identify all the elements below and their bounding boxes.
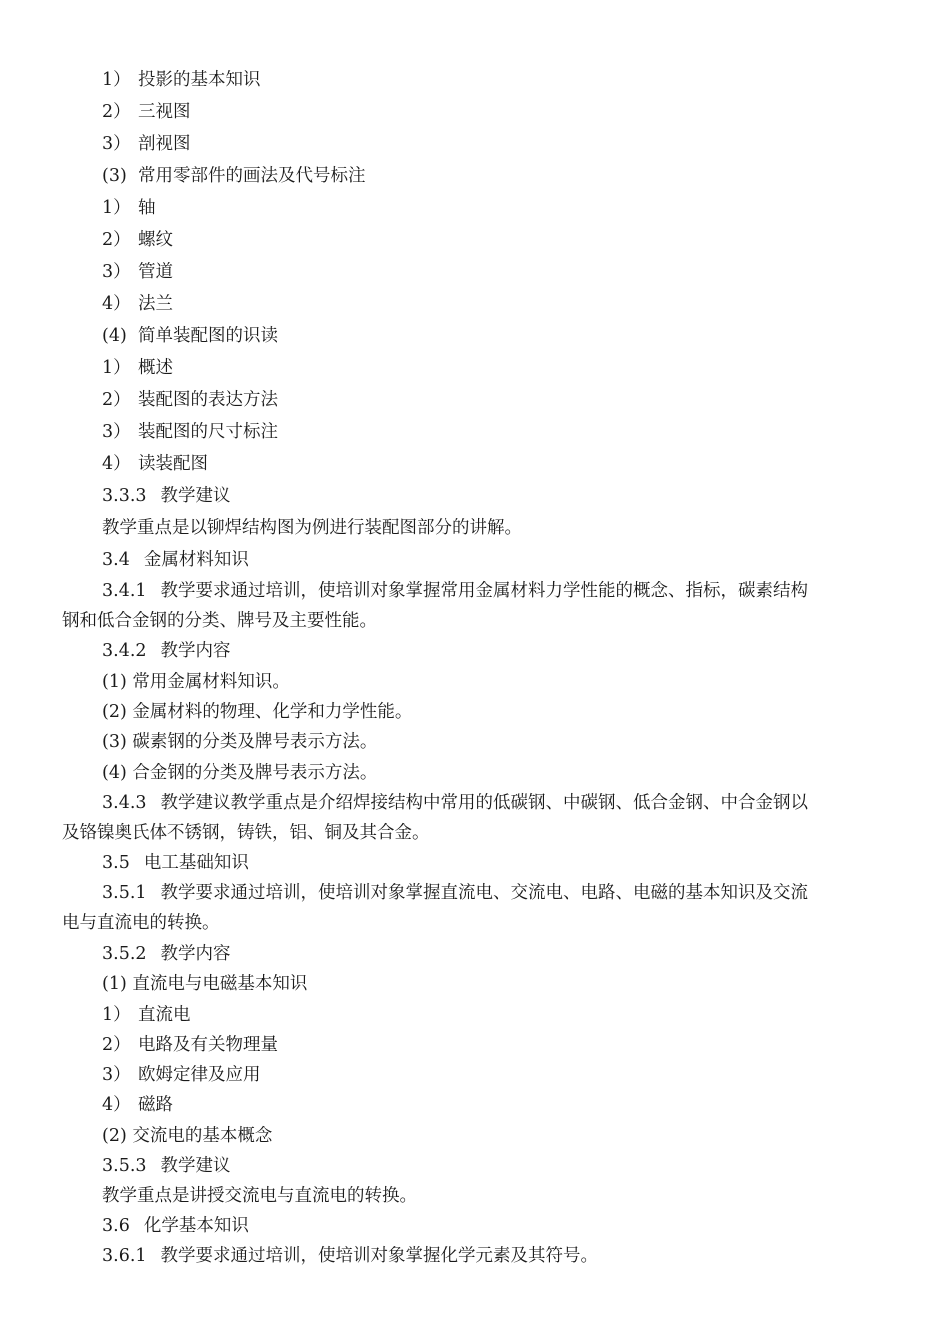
item-number: 3） <box>102 1065 131 1085</box>
item-text: 装配图的表达方法 <box>138 390 278 410</box>
item-text: 读装配图 <box>138 454 208 474</box>
item-text: 投影的基本知识 <box>138 70 261 90</box>
paragraph-text: 教学建议教学重点是介绍焊接结构中常用的低碳钢、中碳钢、低合金钢、中合金钢以 <box>160 793 809 813</box>
list-item <box>102 229 173 251</box>
list-item <box>102 1094 173 1116</box>
item-number: (4) <box>102 326 127 346</box>
paragraph-text: 钢和低合金钢的分类、牌号及主要性能。 <box>62 611 377 631</box>
list-item <box>102 197 156 219</box>
section-title: 金属材料知识 <box>143 550 249 570</box>
item-number: (3) <box>102 166 127 186</box>
item-number: 4） <box>102 1095 131 1115</box>
section-number: 3.3.3 <box>102 486 147 506</box>
list-item <box>102 731 377 753</box>
item-text: 装配图的尺寸标注 <box>138 422 278 442</box>
item-text: 管道 <box>138 262 173 282</box>
item-number: 4） <box>102 294 131 314</box>
section-title: 教学建议 <box>160 1156 231 1176</box>
item-text: 磁路 <box>138 1095 173 1115</box>
item-text: 直流电 <box>138 1005 191 1025</box>
section-number: 3.6 <box>102 1216 130 1236</box>
section-heading <box>102 1215 249 1237</box>
paragraph-continuation <box>62 912 220 934</box>
paragraph-text: 教学要求通过培训，使培训对象掌握直流电、交流电、电路、电磁的基本知识及交流 <box>160 883 809 903</box>
paragraph <box>102 1185 417 1207</box>
item-text: 剖视图 <box>138 134 191 154</box>
section-heading <box>102 852 249 874</box>
item-number: (3) <box>102 732 127 752</box>
item-number: 2） <box>102 102 131 122</box>
item-text: 法兰 <box>138 294 173 314</box>
item-number: (2) <box>102 1126 127 1146</box>
section-number: 3.5.3 <box>102 1156 147 1176</box>
list-item <box>102 1125 272 1147</box>
item-text: 三视图 <box>138 102 191 122</box>
paragraph-text: 及铬镍奥氏体不锈钢，铸铁，铝、铜及其合金。 <box>62 823 430 843</box>
section-number: 3.5 <box>102 853 130 873</box>
item-text: 常用零部件的画法及代号标注 <box>138 166 366 186</box>
item-text: 电路及有关物理量 <box>138 1035 278 1055</box>
paragraph-text: 教学要求通过培训，使培训对象掌握化学元素及其符号。 <box>160 1246 599 1266</box>
paragraph-text: 电与直流电的转换。 <box>62 913 220 933</box>
item-number: 3） <box>102 262 131 282</box>
section-number: 3.4 <box>102 550 130 570</box>
item-number: 1） <box>102 70 131 90</box>
list-item <box>102 293 173 315</box>
paragraph <box>102 792 808 814</box>
paragraph <box>102 580 808 602</box>
list-item <box>102 453 208 475</box>
paragraph-continuation <box>62 822 430 844</box>
item-text: 欧姆定律及应用 <box>138 1065 261 1085</box>
section-heading <box>102 485 231 507</box>
item-number: 3） <box>102 134 131 154</box>
list-item <box>102 762 377 784</box>
item-number: 2） <box>102 230 131 250</box>
list-item <box>102 1004 191 1026</box>
section-heading <box>102 640 231 662</box>
list-item <box>102 165 366 187</box>
list-item <box>102 973 307 995</box>
item-text: 螺纹 <box>138 230 173 250</box>
list-item <box>102 1064 261 1086</box>
paragraph <box>102 882 808 904</box>
item-text: 金属材料的物理、化学和力学性能。 <box>132 702 413 722</box>
item-number: 4） <box>102 454 131 474</box>
section-title: 教学内容 <box>160 641 231 661</box>
list-item <box>102 69 261 91</box>
list-item <box>102 701 412 723</box>
section-number: 3.6.1 <box>102 1246 147 1266</box>
section-number: 3.4.1 <box>102 581 147 601</box>
section-heading <box>102 1155 231 1177</box>
section-title: 电工基础知识 <box>143 853 249 873</box>
section-title: 教学建议 <box>160 486 231 506</box>
list-item <box>102 671 290 693</box>
item-text: 概述 <box>138 358 173 378</box>
section-heading <box>102 549 249 571</box>
paragraph-continuation <box>62 610 377 632</box>
item-number: (2) <box>102 702 127 722</box>
section-title: 教学内容 <box>160 944 231 964</box>
list-item <box>102 389 278 411</box>
list-item <box>102 261 173 283</box>
item-number: 1） <box>102 198 131 218</box>
item-number: 3） <box>102 422 131 442</box>
item-number: 1） <box>102 1005 131 1025</box>
item-text: 直流电与电磁基本知识 <box>132 974 308 994</box>
item-text: 简单装配图的识读 <box>138 326 278 346</box>
list-item <box>102 1034 278 1056</box>
list-item <box>102 357 173 379</box>
list-item <box>102 133 191 155</box>
section-number: 3.5.2 <box>102 944 147 964</box>
paragraph <box>102 1245 598 1267</box>
item-number: (4) <box>102 763 127 783</box>
list-item <box>102 101 191 123</box>
section-number: 3.4.3 <box>102 793 147 813</box>
section-title: 化学基本知识 <box>143 1216 249 1236</box>
item-number: 1） <box>102 358 131 378</box>
paragraph-text: 教学要求通过培训，使培训对象掌握常用金属材料力学性能的概念、指标，碳素结构 <box>160 581 809 601</box>
item-text: 碳素钢的分类及牌号表示方法。 <box>132 732 378 752</box>
item-number: (1) <box>102 974 127 994</box>
section-heading <box>102 943 231 965</box>
item-text: 常用金属材料知识。 <box>132 672 290 692</box>
section-number: 3.4.2 <box>102 641 147 661</box>
item-number: (1) <box>102 672 127 692</box>
paragraph-text: 教学重点是讲授交流电与直流电的转换。 <box>102 1186 417 1206</box>
section-number: 3.5.1 <box>102 883 147 903</box>
item-text: 轴 <box>138 198 156 218</box>
item-number: 2） <box>102 390 131 410</box>
list-item <box>102 325 278 347</box>
item-text: 合金钢的分类及牌号表示方法。 <box>132 763 378 783</box>
item-text: 交流电的基本概念 <box>132 1126 273 1146</box>
item-number: 2） <box>102 1035 131 1055</box>
paragraph-text: 教学重点是以铆焊结构图为例进行装配图部分的讲解。 <box>102 518 522 538</box>
paragraph <box>102 517 522 539</box>
list-item <box>102 421 278 443</box>
